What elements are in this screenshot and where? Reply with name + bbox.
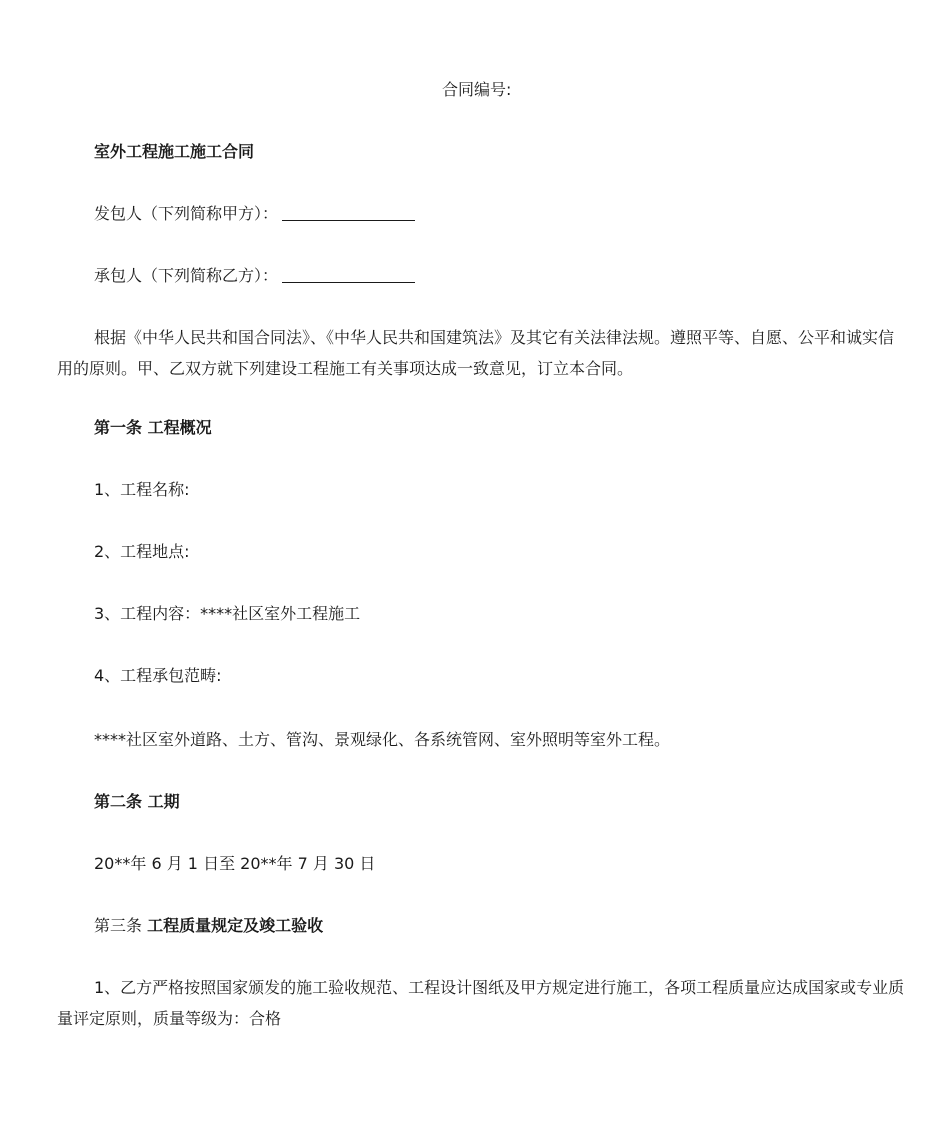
article1-item1: 1、工程名称: [94, 480, 190, 499]
article3-heading-prefix: 第三条 [94, 916, 148, 935]
party-a-label: 发包人（下列简称甲方）： [94, 204, 279, 223]
article1-item2: 2、工程地点: [94, 542, 190, 561]
contract-number-label: 合同编号: [442, 80, 512, 99]
party-b-blank [282, 264, 415, 283]
article3-item1: 1、乙方严格按照国家颁发的施工验收规范、工程设计图纸及甲方规定进行施工，各项工程质量应达成国家或专业质量评定原则，质量等级为：合格 [57, 978, 905, 1028]
document-title: 室外工程施工施工合同 [94, 142, 255, 161]
article1-heading: 第一条 工程概况 [94, 418, 212, 437]
article1-item3: 3、工程内容：****社区室外工程施工 [94, 604, 361, 623]
article2-heading: 第二条 工期 [94, 792, 180, 811]
party-b-label: 承包人（下列简称乙方）： [94, 266, 279, 285]
article2-period: 20**年 6 月 1 日至 20**年 7 月 30 日 [94, 854, 376, 873]
article3-heading [94, 914, 323, 938]
article1-item4: 4、工程承包范畴: [94, 666, 222, 685]
party-a-line [94, 202, 415, 226]
article1-scope: ****社区室外道路、土方、管沟、景观绿化、各系统管网、室外照明等室外工程。 [94, 730, 671, 749]
article3-heading-title: 工程质量规定及竣工验收 [147, 916, 324, 935]
party-a-blank [282, 202, 415, 221]
preamble-paragraph: 根据《中华人民共和国合同法》、《中华人民共和国建筑法》及其它有关法律法规。遵照平等、自愿、公平和诚实信用的原则。甲、乙双方就下列建设工程施工有关事项达成一致意见，订立本合同。 [57, 328, 895, 378]
party-b-line [94, 264, 415, 288]
